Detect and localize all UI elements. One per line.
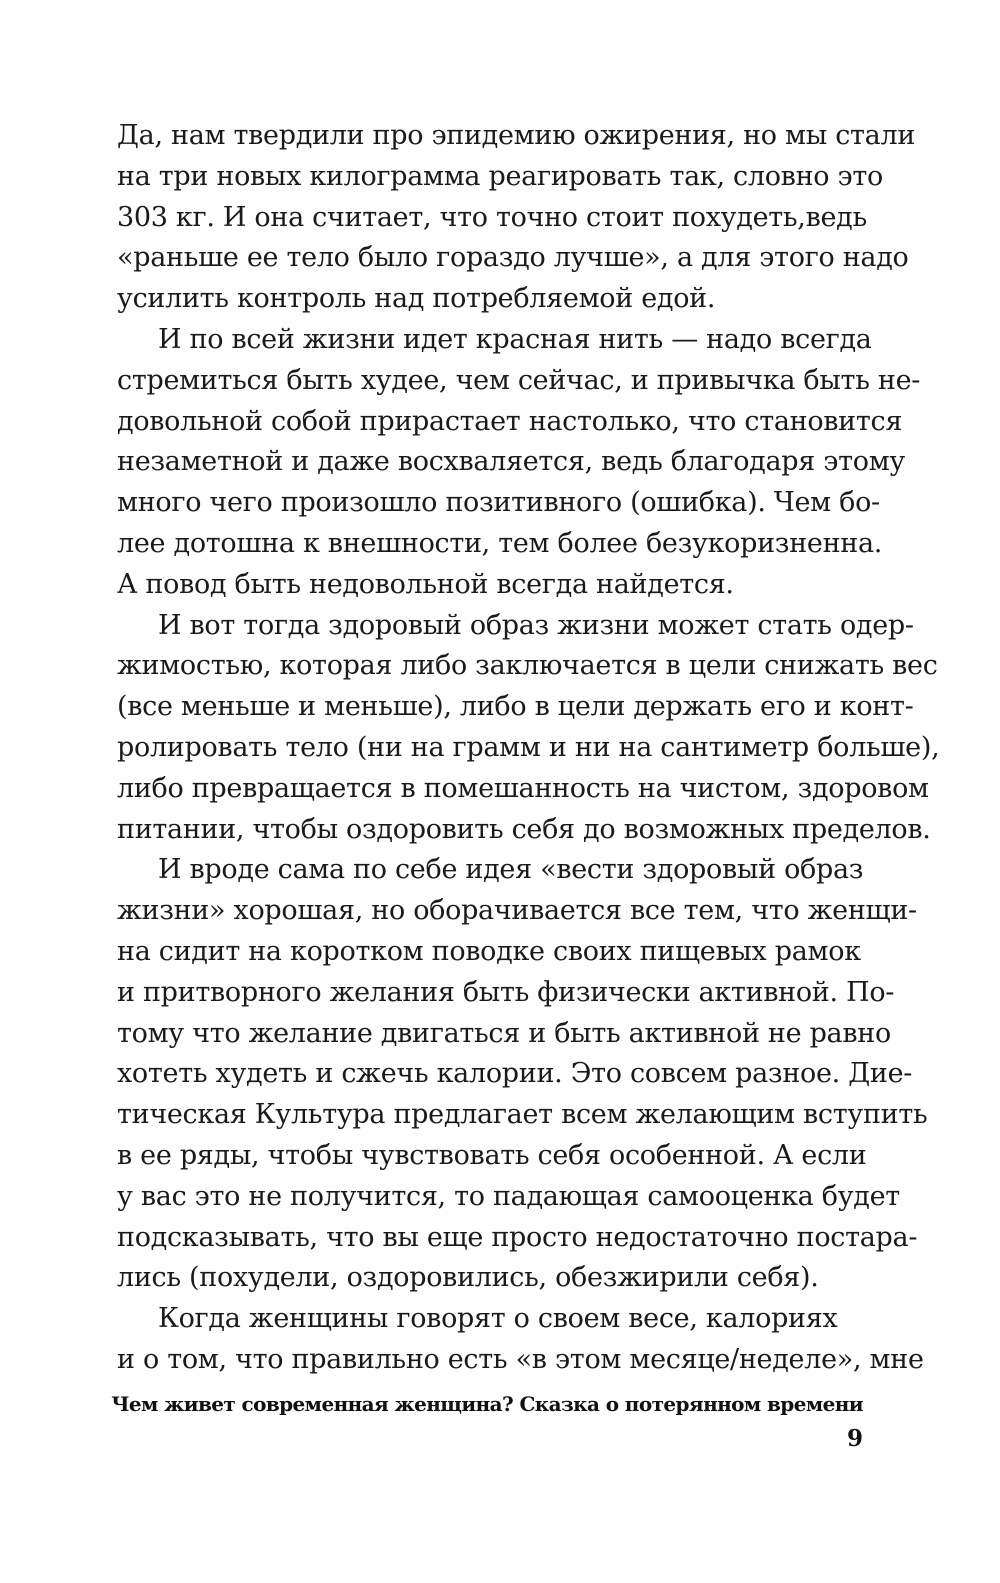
paragraph <box>117 606 940 851</box>
text-line: стремиться быть худее, чем сейчас, и привычка быть не- <box>117 364 921 396</box>
text-line: в ее ряды, чтобы чувствовать себя особенной. А если <box>117 1139 867 1171</box>
text-line: «раньше ее тело было гораздо лучше», а для этого надо <box>117 242 909 274</box>
paragraph <box>117 116 916 320</box>
text-line: ролировать тело (ни на грамм и ни на сантиметр больше), <box>117 731 940 763</box>
text-line: у вас это не получится, то падающая самооценка будет <box>117 1180 900 1212</box>
text-line: хотеть худеть и сжечь калории. Это совсем разное. Дие- <box>117 1058 913 1090</box>
text-line: жимостью, которая либо заключается в цели снижать вес <box>117 650 938 682</box>
text-line: Когда женщины говорят о своем весе, калориях <box>158 1303 838 1335</box>
text-line: на сидит на коротком поводке своих пищевых рамок <box>117 935 861 967</box>
paragraph <box>117 850 928 1299</box>
text-line: И вот тогда здоровый образ жизни может стать одер- <box>158 609 914 641</box>
text-line: Да, нам твердили про эпидемию ожирения, но мы стали <box>117 120 916 151</box>
text-line: и о том, что правильно есть «в этом месяце/неделе», мне <box>117 1343 924 1375</box>
text-line: И по всей жизни идет красная нить — надо всегда <box>158 323 872 355</box>
text-line: много чего произошло позитивного (ошибка). Чем бо- <box>117 487 880 519</box>
text-line: жизни» хорошая, но оборачивается все тем, что женщи- <box>117 895 917 927</box>
text-line: питании, чтобы оздоровить себя до возможных пределов. <box>117 813 931 845</box>
text-line: подсказывать, что вы еще просто недостаточно постара- <box>117 1221 918 1253</box>
text-line: лись (похудели, оздоровились, обезжирили себя). <box>117 1262 819 1294</box>
page-body-text <box>117 116 940 1381</box>
text-line: усилить контроль над потребляемой едой. <box>117 283 716 315</box>
text-line: либо превращается в помешанность на чистом, здоровом <box>117 772 929 804</box>
text-line: (все меньше и меньше), либо в цели держать его и конт- <box>117 691 914 723</box>
page-number: 9 <box>846 1425 863 1452</box>
text-line: довольной собой прирастает настолько, что становится <box>117 405 903 437</box>
text-line: тому что желание двигаться и быть активной не равно <box>117 1017 891 1049</box>
text-line: И вроде сама по себе идея «вести здоровый образ <box>158 854 864 886</box>
text-line: 303 кг. И она считает, что точно стоит похудеть,ведь <box>117 201 867 233</box>
text-line: и притворного желания быть физически активной. По- <box>117 976 895 1008</box>
paragraph <box>117 1299 924 1381</box>
text-line: незаметной и даже восхваляется, ведь благодаря этому <box>117 446 905 478</box>
text-line: А повод быть недовольной всегда найдется. <box>117 568 734 600</box>
text-line: на три новых килограмма реагировать так, словно это <box>117 160 883 192</box>
running-footer-title: Чем живет современная женщина? Сказка о потерянном времени <box>111 1392 863 1416</box>
paragraph <box>117 320 921 606</box>
text-line: тическая Культура предлагает всем желающим вступить <box>117 1099 928 1131</box>
text-line: лее дотошна к внешности, тем более безукоризненна. <box>117 527 883 559</box>
